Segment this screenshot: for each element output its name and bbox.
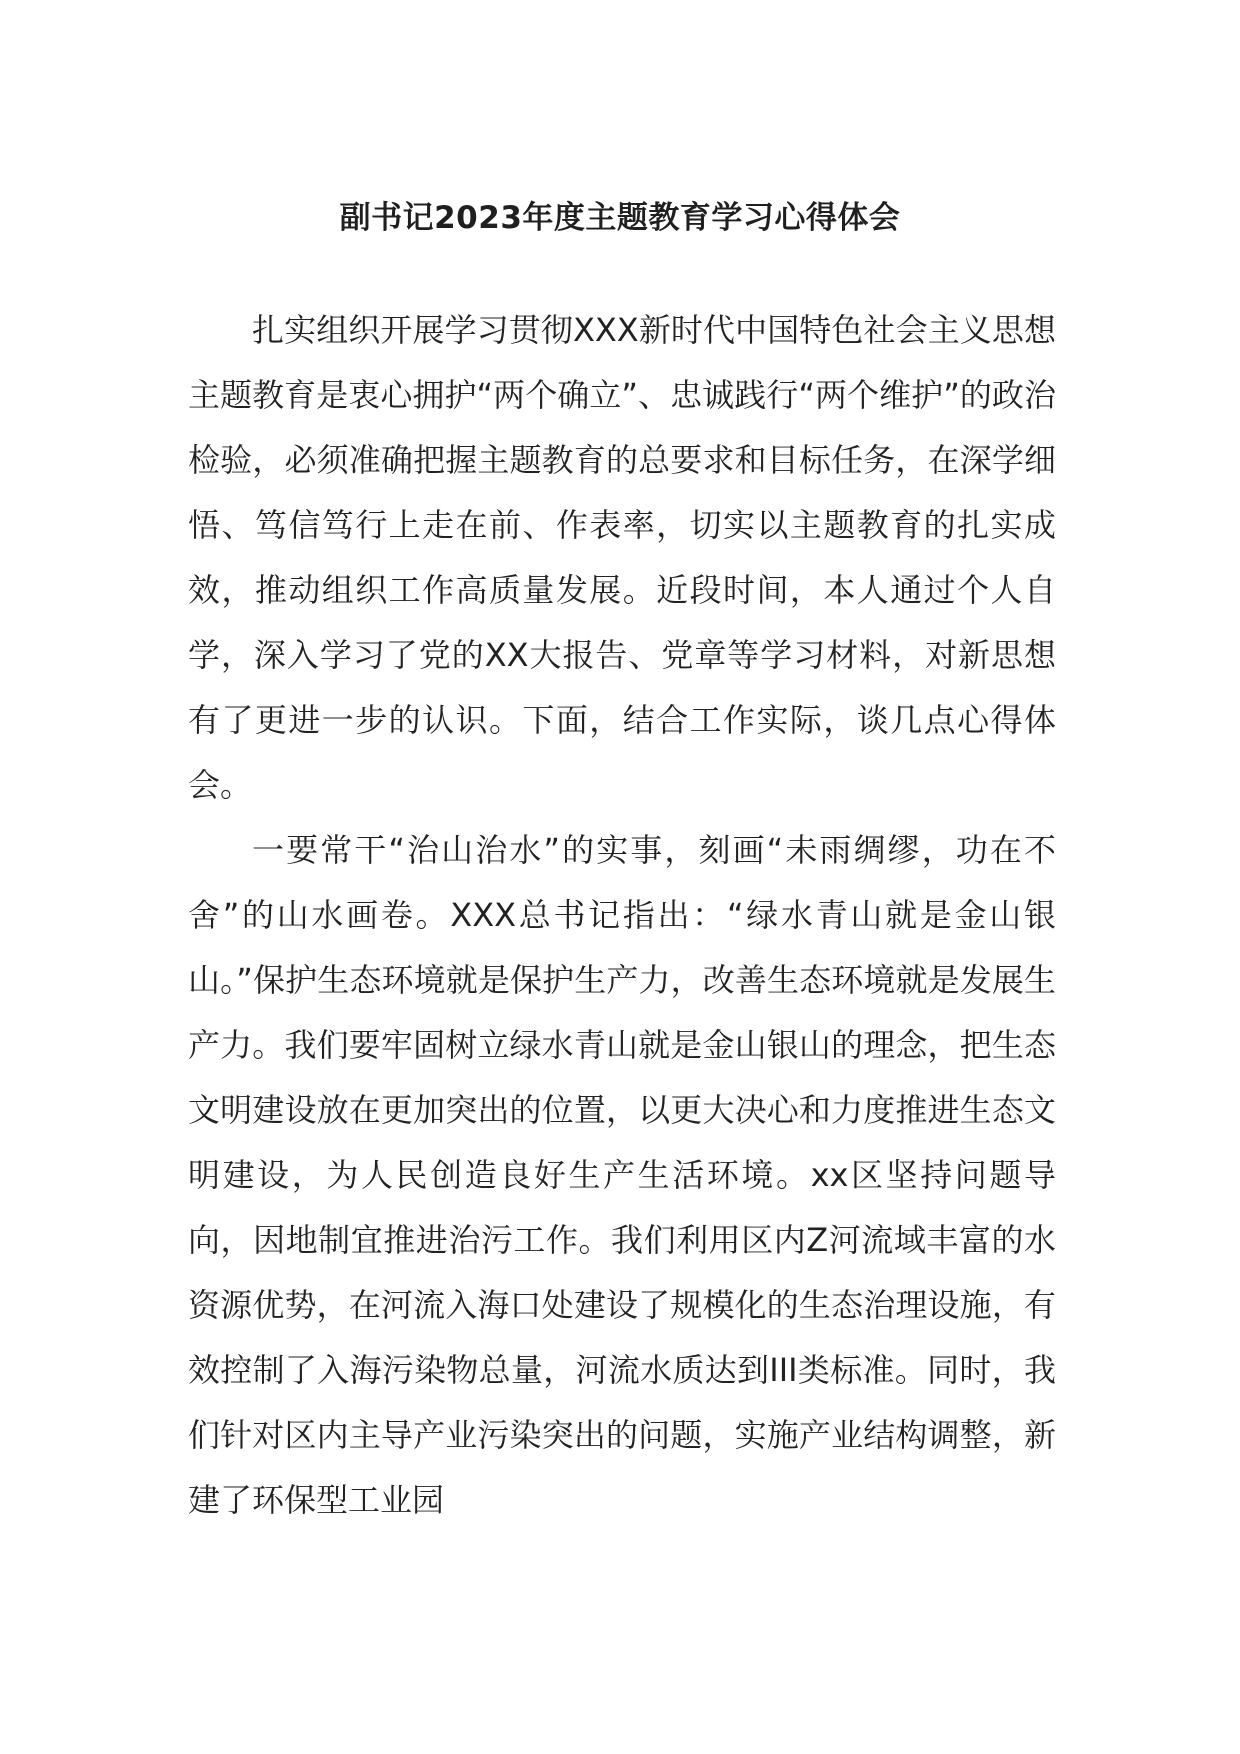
- document-title: 副书记2023年度主题教育学习心得体会: [339, 200, 901, 236]
- paragraph-intro: 扎实组织开展学习贯彻XXX新时代中国特色社会主义思想主题教育是衷心拥护“两个确立”、忠诚践行“两个维护”的政治检验，必须准确把握主题教育的总要求和目标任务，在深学细悟、笃信笃行上走在前、作表率，切实以主题教育的扎实成效，推动组织工作高质量发展。近段时间，本人通过个人自学，深入学习了党的XX大报告、党章等学习材料，对新思想有了更进一步的认识。下面，结合工作实际，谈几点心得体会。: [188, 311, 1056, 804]
- document-body: [188, 298, 1056, 1533]
- paragraph-point-one: 一要常干“治山治水”的实事，刻画“未雨绸缪，功在不舍”的山水画卷。XXX总书记指出：“绿水青山就是金山银山。”保护生态环境就是保护生产力，改善生态环境就是发展生产力。我们要牢固树立绿水青山就是金山银山的理念，把生态文明建设放在更加突出的位置，以更大决心和力度推进生态文明建设，为人民创造良好生产生活环境。xx区坚持问题导向，因地制宜推进治污工作。我们利用区内Z河流域丰富的水资源优势，在河流入海口处建设了规模化的生态治理设施，有效控制了入海污染物总量，河流水质达到III类标准。同时，我们针对区内主导产业污染突出的问题，实施产业结构调整，新建了环保型工业园: [188, 831, 1056, 1519]
